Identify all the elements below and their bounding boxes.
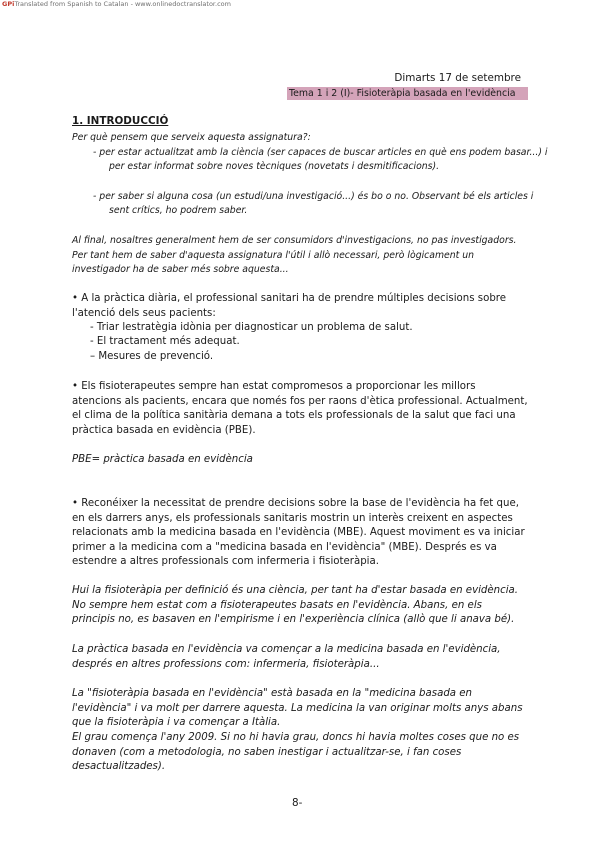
translator-watermark	[2, 0, 231, 8]
lecture-date: Dimarts 17 de setembre	[394, 72, 521, 84]
practice-lead: • A la pràctica diària, el professional sanitari ha de prendre múltiples decisions sobre l'atenció dels seus pacients:	[72, 293, 507, 319]
pbe-definition: PBE= pràctica basada en evidència	[72, 454, 253, 465]
lecture-topic-banner	[287, 87, 528, 100]
note-italy: La "fisioteràpia basada en l'evidència" està basada en la "medicina basada en l'evidència" i va molt per darrere aquesta. La medicina la van originar molts anys abans que la fisioteràpia i va començar a Itàlia.	[72, 688, 523, 728]
note-degree: El grau comença l'any 2009. Si no hi havia grau, doncs hi havia moltes coses que no es donaven (com a metodologia, no saben inestigar i actualitzar-se, i fan coses desactualitzades).	[72, 732, 520, 772]
intro-bullet-critical: - per saber si alguna cosa (un estudi/una investigació...) és bo o no. Observant bé els articles i sent crítics, ho podrem saber.	[93, 191, 534, 216]
consumers-note: Al final, nosaltres generalment hem de ser consumidors d'investigacions, no pas investigadors. Per tant hem de saber d'aquesta assignatura l'útil i allò necessari, però lògicament un investigador ha de saber més sobre aquesta...	[72, 235, 517, 275]
mbe-paragraph: • Reconéixer la necessitat de prendre decisions sobre la base de l'evidència ha fet que, en els darrers anys, els professionals sanitaris mostrin un interès creixent en aspectes relacionats amb la medicina basada en l'evidència (MBE). Aquest moviment es va iniciar primer a la medicina com a "medicina basada en l'evidència" (MBE). Després es va estendre a altres professionals com infermeria i fisioteràpia.	[72, 498, 525, 567]
physio-paragraph: • Els fisioterapeutes sempre han estat compromesos a proporcionar les millors atencions als pacients, encara que només fos per raons d'ètica professional. Actualment, el clima de la política sanitària demana a tots els professionals de la salut que faci una pràctica basada en evidència (PBE).	[72, 381, 528, 436]
practice-item-prevention: – Mesures de prevenció.	[90, 351, 214, 362]
page-number: 8-	[292, 797, 303, 809]
section-heading: 1. INTRODUCCIÓ	[72, 115, 169, 127]
lecture-topic: Tema 1 i 2 (I)- Fisioteràpia basada en l'evidència	[289, 88, 516, 99]
note-origin: La pràctica basada en l'evidència va començar a la medicina basada en l'evidència, després en altres professions com: infermeria, fisioteràpia...	[72, 644, 501, 670]
translator-logo: GPi	[2, 0, 15, 8]
intro-question: Per què pensem que serveix aquesta assignatura?:	[72, 132, 311, 143]
note-science: Hui la fisioteràpia per definició és una ciència, per tant ha d'estar basada en evidència. No sempre hem estat com a fisioterapeutes basats en l'evidència. Abans, en els principis no, es basaven en l'empirisme i en l'experiència clínica (allò que li anava bé).	[72, 585, 519, 625]
practice-item-strategy: - Triar lestratègia idònia per diagnosticar un problema de salut.	[90, 322, 413, 333]
practice-item-treatment: - El tractament més adequat.	[90, 336, 240, 347]
intro-bullet-update: - per estar actualitzat amb la ciència (ser capaces de buscar articles en què ens podem basar...) i per estar informat sobre noves tècniques (novetats i desmitificacions).	[93, 147, 548, 172]
translator-notice: Translated from Spanish to Catalan - www.onlinedoctranslator.com	[14, 0, 231, 8]
